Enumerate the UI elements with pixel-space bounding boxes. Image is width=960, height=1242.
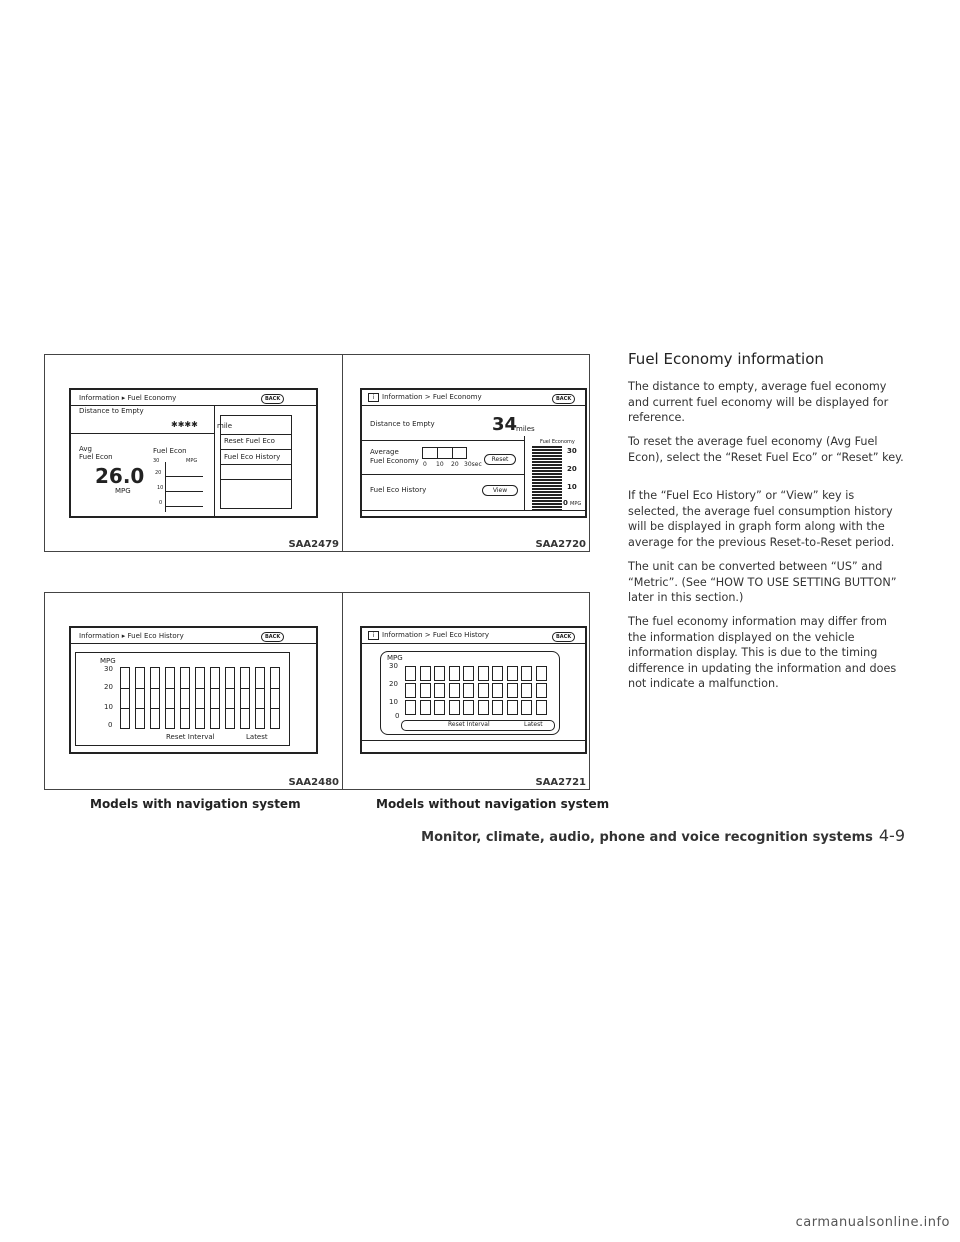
tick-10: 10 [389, 698, 398, 706]
distance-label: Distance to Empty [79, 407, 144, 415]
history-cell [420, 666, 431, 681]
history-cell [405, 683, 416, 698]
history-bars [120, 667, 280, 729]
history-cell [449, 700, 460, 715]
gauge-tick-0: 0 [563, 499, 568, 507]
history-bar [270, 667, 280, 729]
tick-20: 20 [104, 683, 113, 691]
reset-interval-bar [401, 720, 555, 731]
avg-label-2: Fuel Econ [79, 453, 113, 461]
gauge-tick-10: 10 [567, 483, 577, 491]
caption-with-nav: Models with navigation system [90, 797, 301, 811]
history-cell [492, 683, 503, 698]
history-bar [225, 667, 235, 729]
history-cell [463, 666, 474, 681]
paragraph-2: To reset the average fuel economy (Avg Fuel Econ), select the “Reset Fuel Eco” or “Reset” key. [628, 435, 904, 464]
scale-10: 10 [436, 461, 444, 468]
back-button[interactable]: BACK [261, 394, 284, 404]
history-cell [536, 683, 547, 698]
screen [360, 388, 587, 518]
distance-value: ✱✱✱✱ [171, 420, 198, 429]
menu-fuel-eco-history[interactable]: Fuel Eco History [224, 453, 281, 461]
caption-without-nav: Models without navigation system [376, 797, 610, 811]
section-title: Monitor, climate, audio, phone and voice recognition systems [421, 830, 873, 845]
gauge-tick-30: 30 [153, 458, 160, 464]
gauge-bars [532, 446, 562, 510]
reset-interval-label: Reset Interval [166, 733, 215, 741]
view-button[interactable]: View [482, 485, 518, 496]
back-button[interactable]: BACK [261, 632, 284, 642]
history-bar [240, 667, 250, 729]
history-cell [420, 683, 431, 698]
tick-0: 0 [108, 721, 113, 729]
page-footer [0, 826, 905, 845]
screen [360, 626, 587, 754]
history-panel [380, 651, 560, 735]
gauge-unit: MPG [186, 458, 198, 464]
distance-label: Distance to Empty [370, 420, 435, 428]
history-cell [478, 683, 489, 698]
history-cell [463, 683, 474, 698]
history-cell [449, 666, 460, 681]
figure-fuel-economy-no-nav [342, 354, 590, 552]
history-cell [420, 700, 431, 715]
screen-title: Information > Fuel Eco History [382, 631, 490, 639]
figure-code: SAA2480 [288, 777, 339, 788]
reset-interval-label: Reset Interval [448, 721, 490, 728]
unit-label: MPG [100, 657, 116, 665]
figure-fuel-eco-history-nav [44, 592, 343, 790]
history-cell [434, 700, 445, 715]
gauge-label: Fuel Econ [153, 447, 187, 455]
screen-title: Information ▸ Fuel Economy [79, 394, 177, 402]
history-label: Fuel Eco History [370, 486, 427, 494]
unit-label: MPG [387, 654, 403, 662]
page-number: 4-9 [878, 826, 905, 845]
figure-code: SAA2720 [535, 539, 586, 550]
history-cell [521, 666, 532, 681]
scale-30sec: 30sec [464, 461, 482, 468]
distance-unit: mile [217, 422, 233, 430]
history-cell [478, 700, 489, 715]
tick-30: 30 [389, 662, 398, 670]
reset-button[interactable]: Reset [484, 454, 516, 465]
tick-20: 20 [389, 680, 398, 688]
history-cell [507, 683, 518, 698]
distance-unit: miles [516, 425, 535, 433]
distance-value: 34 [492, 414, 518, 435]
scale-20: 20 [451, 461, 459, 468]
gauge-tick-10: 10 [157, 485, 164, 491]
screen-title: Information > Fuel Economy [382, 393, 482, 401]
history-cell [492, 666, 503, 681]
history-bar [195, 667, 205, 729]
history-bar [120, 667, 130, 729]
scale-0: 0 [423, 461, 427, 468]
paragraph-1: The distance to empty, average fuel economy and current fuel economy will be displayed for reference. [628, 380, 889, 425]
latest-label: Latest [246, 733, 268, 741]
history-grid [405, 666, 549, 718]
history-cell [507, 700, 518, 715]
avg-bar [422, 447, 467, 459]
history-bar [150, 667, 160, 729]
history-cell [492, 700, 503, 715]
history-cell [463, 700, 474, 715]
history-cell [536, 666, 547, 681]
info-icon: i [368, 631, 379, 640]
figure-code: SAA2721 [535, 777, 586, 788]
gauge-tick-30: 30 [567, 447, 577, 455]
history-cell [405, 700, 416, 715]
avg-label-1: Avg [79, 445, 92, 453]
paragraph-3: If the “Fuel Eco History” or “View” key is selected, the average fuel consumption history will be displayed in graph form along with the average for the previous Reset-to-Reset period. [628, 489, 895, 549]
latest-label: Latest [524, 721, 543, 728]
history-bar [165, 667, 175, 729]
tick-10: 10 [104, 703, 113, 711]
tick-0: 0 [395, 712, 400, 720]
history-bar [180, 667, 190, 729]
screen-title: Information ▸ Fuel Eco History [79, 632, 184, 640]
history-cell [434, 683, 445, 698]
history-cell [536, 700, 547, 715]
figure-fuel-eco-history-no-nav [342, 592, 590, 790]
gauge-tick-20: 20 [567, 465, 577, 473]
figure-code: SAA2479 [288, 539, 339, 550]
article-heading: Fuel Economy information [628, 350, 824, 368]
history-cell [434, 666, 445, 681]
watermark: carmanualsonline.info [795, 1215, 950, 1230]
info-icon: i [368, 393, 379, 402]
screen [69, 388, 318, 518]
avg-value: 26.0 [95, 464, 145, 488]
history-bar [135, 667, 145, 729]
avg-label-1: Average [370, 448, 399, 456]
history-bar [255, 667, 265, 729]
back-button[interactable]: BACK [552, 632, 575, 642]
avg-unit: MPG [115, 487, 131, 495]
gauge-tick-20: 20 [155, 470, 162, 476]
history-bar [210, 667, 220, 729]
avg-label-2: Fuel Economy [370, 457, 419, 465]
tick-30: 30 [104, 665, 113, 673]
history-cell [521, 700, 532, 715]
gauge-unit: MPG [570, 501, 582, 507]
menu-reset-fuel-eco[interactable]: Reset Fuel Eco [224, 437, 275, 445]
history-cell [521, 683, 532, 698]
back-button[interactable]: BACK [552, 394, 575, 404]
paragraph-5: The fuel economy information may differ from the information displayed on the vehicle information display. This is due to the timing difference in updating the information and does not indicate a malfunction. [628, 615, 897, 691]
screen [69, 626, 318, 754]
history-cell [507, 666, 518, 681]
history-cell [478, 666, 489, 681]
gauge-title: Fuel Economy [540, 439, 575, 445]
history-cell [405, 666, 416, 681]
menu-box [220, 415, 292, 509]
figure-fuel-economy-nav [44, 354, 343, 552]
paragraph-4: The unit can be converted between “US” and “Metric”. (See “HOW TO USE SETTING BUTTON” later in this section.) [628, 560, 897, 605]
gauge-tick-0: 0 [159, 500, 163, 506]
history-panel [75, 652, 290, 746]
history-cell [449, 683, 460, 698]
